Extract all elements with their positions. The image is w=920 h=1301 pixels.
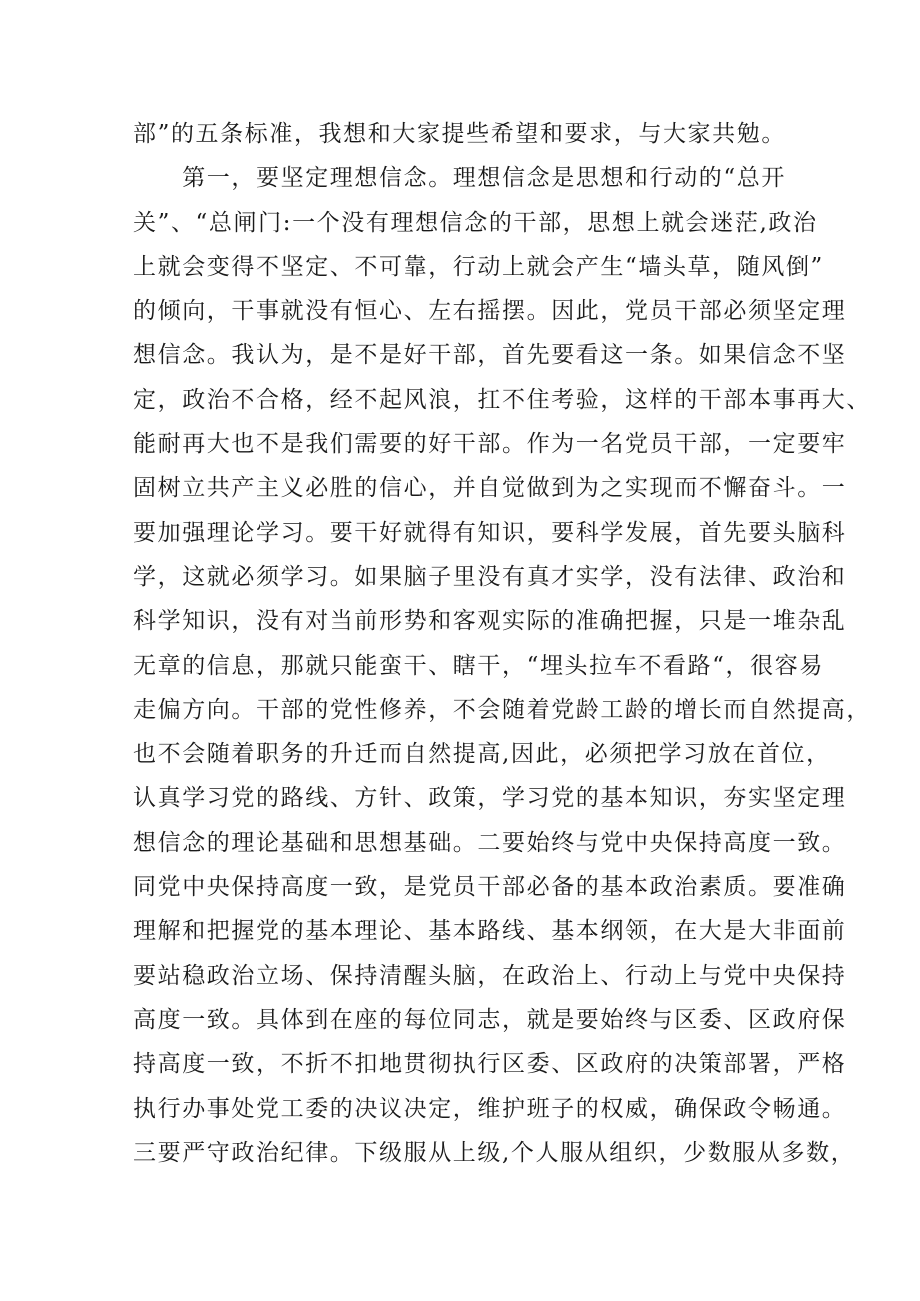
text-line: 同党中央保持高度一致，是党员干部必备的基本政治素质。要准确 [133, 874, 847, 901]
text-line: 高度一致。具体到在座的每位同志，就是要始终与区委、区政府保 [133, 1006, 847, 1033]
text-line: 执行办事处党工委的决议决定，维护班子的权威，确保政令畅通。 [133, 1095, 847, 1122]
text-line: 认真学习党的路线、方针、政策，学习党的基本知识，夯实坚定理 [133, 785, 847, 812]
text-line: 的倾向，干事就没有恒心、左右摇摆。因此，党员干部必须坚定理 [133, 298, 847, 325]
body-text [133, 112, 871, 1175]
text-line: 关”、“总闸门:一个没有理想信念的干部，思想上就会迷茫,政治 [133, 209, 818, 236]
text-line: 能耐再大也不是我们需要的好干部。作为一名党员干部，一定要牢 [133, 431, 847, 458]
text-line: 持高度一致，不折不扣地贯彻执行区委、区政府的决策部署，严格 [133, 1051, 847, 1078]
text-line: 科学知识，没有对当前形势和客观实际的准确把握，只是一堆杂乱 [133, 608, 847, 635]
text-line: 走偏方向。干部的党性修养，不会随着党龄工龄的增长而自然提高， [133, 696, 871, 723]
text-line: 第一，要坚定理想信念。理想信念是思想和行动的“总开 [133, 165, 786, 192]
text-line: 想信念。我认为，是不是好干部，首先要看这一条。如果信念不坚 [133, 342, 847, 369]
text-line: 部”的五条标准，我想和大家提些希望和要求，与大家共勉。 [133, 121, 786, 147]
text-line: 无章的信息，那就只能蛮干、瞎干，“埋头拉车不看路“，很容易 [133, 652, 824, 679]
text-line: 想信念的理论基础和思想基础。二要始终与党中央保持高度一致。 [133, 829, 847, 856]
text-line: 学，这就必须学习。如果脑子里没有真才实学，没有法律、政治和 [133, 563, 847, 590]
text-line: 固树立共产主义必胜的信心，并自觉做到为之实现而不懈奋斗。一 [133, 475, 847, 502]
text-line: 要站稳政治立场、保持清醒头脑，在政治上、行动上与党中央保持 [133, 962, 847, 989]
text-line: 上就会变得不坚定、不可靠，行动上就会产生“墙头草，随风倒” [133, 253, 824, 280]
text-line: 也不会随着职务的升迁而自然提高,因此，必须把学习放在首位， [133, 741, 831, 768]
text-line: 三要严守政治纪律。下级服从上级,个人服从组织，少数服从多数， [133, 1139, 856, 1166]
text-line: 定，政治不合格，经不起风浪，扛不住考验，这样的干部本事再大、 [133, 386, 871, 413]
text-line: 要加强理论学习。要干好就得有知识，要科学发展，首先要头脑科 [133, 519, 847, 546]
text-line: 理解和把握党的基本理论、基本路线、基本纲领，在大是大非面前 [133, 918, 847, 945]
